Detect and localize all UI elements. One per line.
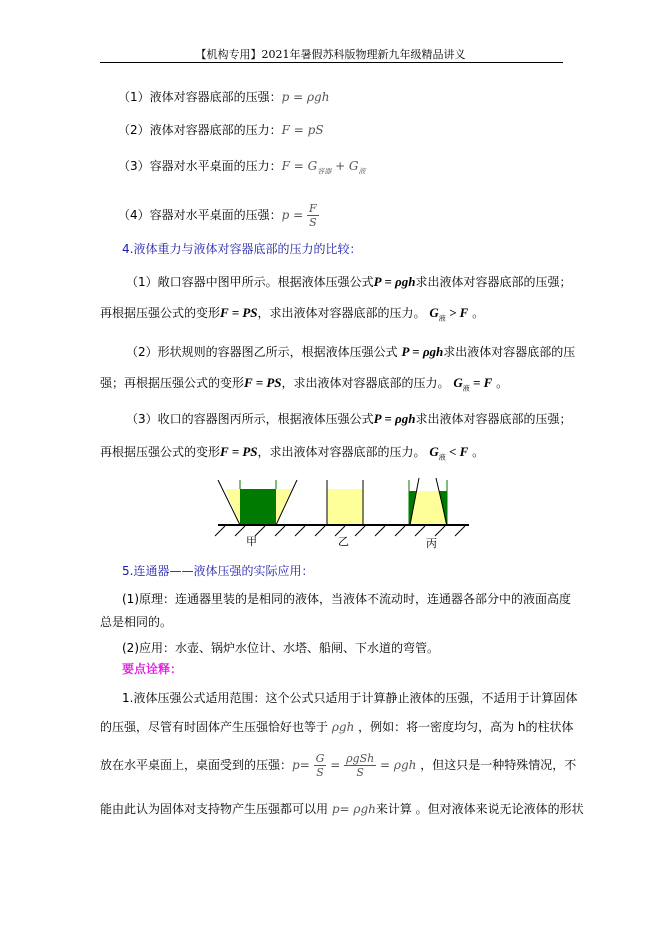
section-5-line-3: (2)应用：水壶、锅炉水位计、水塔、船闸、下水道的弯管。 [122,641,440,655]
formula-1: （1）液体对容器底部的压强：p = ρgh [118,90,330,104]
label-yi: 乙 [338,535,349,548]
para-1-line-2: 再根据压强公式的变形F = PS，求出液体对容器底部的压力。 $G_液 > F$ 。 [100,305,485,323]
formula-3: （3）容器对水平桌面的压力：$F = G_{容器} + G_液$ [118,159,366,176]
formula-2: （2）液体对容器底部的压力：F = pS [118,123,324,137]
section-4-title: 4.液体重力与液体对容器底部的压力的比较： [122,242,362,256]
keypoints-title: 要点诠释： [122,662,183,676]
keypoints-line-2: 的压强，尽管有时固体产生压强恰好也等于 ρgh ，例如：将一密度均匀，高为 h的柱状体 [100,720,574,734]
formula-4: （4）容器对水平桌面的压强：p = $\frac{F}{S}$ [118,202,317,229]
section-5-line-1: (1)原理：连通器里装的是相同的液体，当液体不流动时，连通器各部分中的液面高度 [122,592,572,606]
para-1-line-1: （1）敞口容器中图甲所示。根据液体压强公式P = ρgh求出液体对容器底部的压强； [126,274,572,289]
keypoints-line-4: 能由此认为固体对支持物产生压强都可以用 p= ρgh来计算 。但对液体来说无论液体的形状 [100,802,584,816]
container-yi [327,480,363,525]
para-3-line-1: （3）收口的容器图丙所示，根据液体压强公式P = ρgh求出液体对容器底部的压强； [126,411,572,426]
section-5-title: 5.连通器——液体压强的实际应用： [122,564,314,578]
container-bing [409,478,447,525]
para-2-line-1: （2）形状规则的容器图乙所示，根据液体压强公式 P = ρgh求出液体对容器底部的压 [126,344,576,359]
keypoints-line-1: 1.液体压强公式适用范围：这个公式只适用于计算静止液体的压强，不适用于计算固体 [122,691,578,705]
para-3-line-2: 再根据压强公式的变形F = PS，求出液体对容器底部的压力。 $G_液 < F$ 。 [100,444,485,462]
container-jia [218,480,297,525]
keypoints-line-3: 放在水平桌面上，桌面受到的压强：p= $\frac{G}{S}$ = $\frac{\text{ρgSh}}{S}$ = ρgh ，但这只是一种特殊情况，不 [100,752,577,779]
para-2-line-2: 强；再根据压强公式的变形F = PS，求出液体对容器底部的压力。 $G_液 = F$ 。 [100,375,509,393]
page-header: 【机构专用】2021年暑假苏科版物理新九年级精品讲义 [195,48,466,61]
label-bing: 丙 [426,537,437,550]
section-5-line-2: 总是相同的。 [100,615,173,629]
label-jia: 甲 [246,535,257,548]
